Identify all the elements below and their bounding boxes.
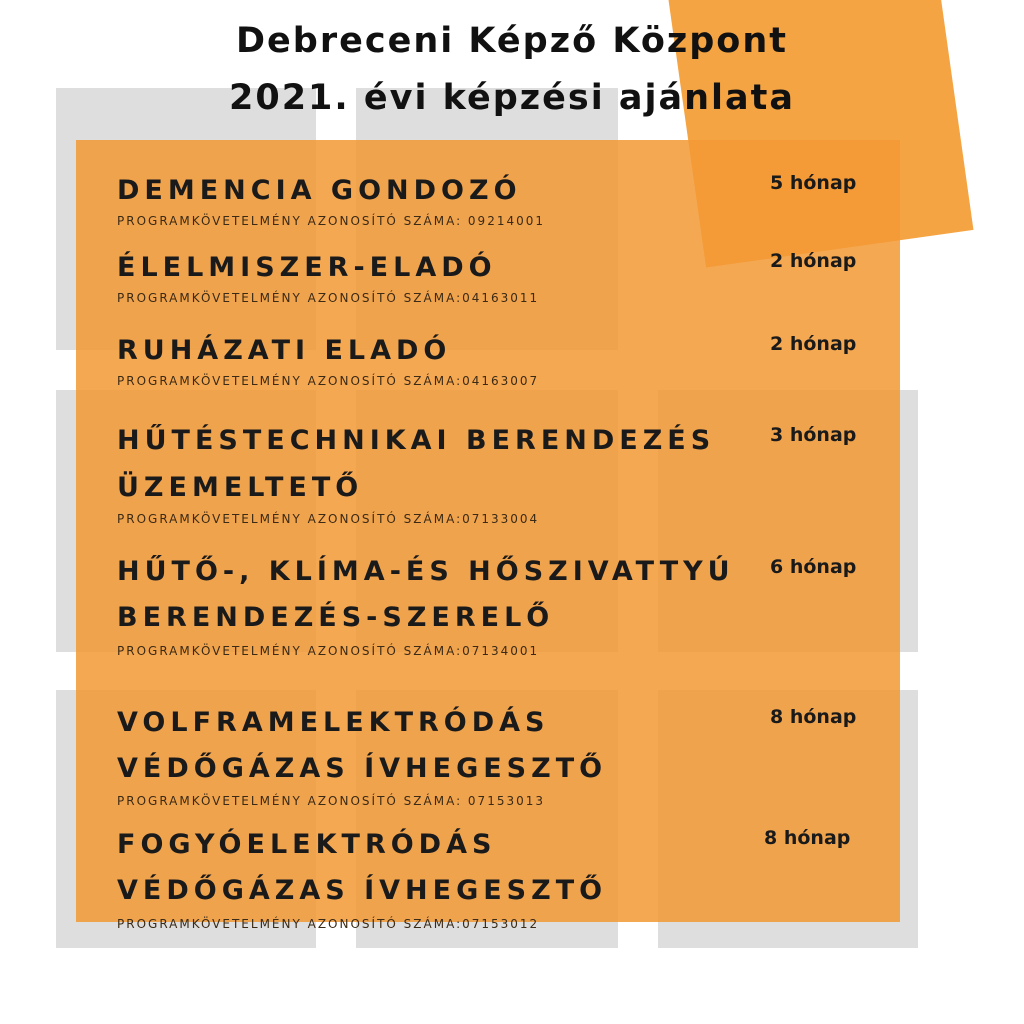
course-duration: 8 hónap [764, 827, 851, 849]
course-duration: 5 hónap [770, 172, 857, 194]
course-code: PROGRAMKÖVETELMÉNY AZONOSÍTÓ SZÁMA:04163007 [117, 374, 540, 388]
course-code: PROGRAMKÖVETELMÉNY AZONOSÍTÓ SZÁMA: 09214001 [117, 214, 546, 228]
course-title: HŰTÉSTECHNIKAI BERENDEZÉS [117, 425, 716, 456]
course-title: ÉLELMISZER-ELADÓ [117, 252, 497, 283]
course-title: DEMENCIA GONDOZÓ [117, 175, 522, 206]
course-title: FOGYÓELEKTRÓDÁS [117, 829, 497, 860]
course-code: PROGRAMKÖVETELMÉNY AZONOSÍTÓ SZÁMA: 07153013 [117, 794, 546, 808]
course-title: VOLFRAMELEKTRÓDÁS [117, 707, 550, 738]
page-title-line2: 2021. évi képzési ajánlata [229, 78, 795, 118]
course-title: HŰTŐ-, KLÍMA-ÉS HŐSZIVATTYÚ [117, 556, 735, 587]
course-duration: 3 hónap [770, 424, 857, 446]
course-title-line2: ÜZEMELTETŐ [117, 472, 364, 503]
course-code: PROGRAMKÖVETELMÉNY AZONOSÍTÓ SZÁMA:07133004 [117, 512, 540, 526]
course-duration: 6 hónap [770, 556, 857, 578]
course-duration: 2 hónap [770, 250, 857, 272]
course-duration: 8 hónap [770, 706, 857, 728]
course-title-line2: BERENDEZÉS-SZERELŐ [117, 602, 555, 633]
course-title: RUHÁZATI ELADÓ [117, 335, 452, 366]
course-duration: 2 hónap [770, 333, 857, 355]
course-code: PROGRAMKÖVETELMÉNY AZONOSÍTÓ SZÁMA:07134001 [117, 644, 540, 658]
course-code: PROGRAMKÖVETELMÉNY AZONOSÍTÓ SZÁMA:04163011 [117, 291, 540, 305]
page-title-line1: Debreceni Képző Központ [236, 21, 788, 61]
course-title-line2: VÉDŐGÁZAS ÍVHEGESZTŐ [117, 753, 608, 784]
course-code: PROGRAMKÖVETELMÉNY AZONOSÍTÓ SZÁMA:07153012 [117, 917, 540, 931]
course-title-line2: VÉDŐGÁZAS ÍVHEGESZTŐ [117, 875, 608, 906]
